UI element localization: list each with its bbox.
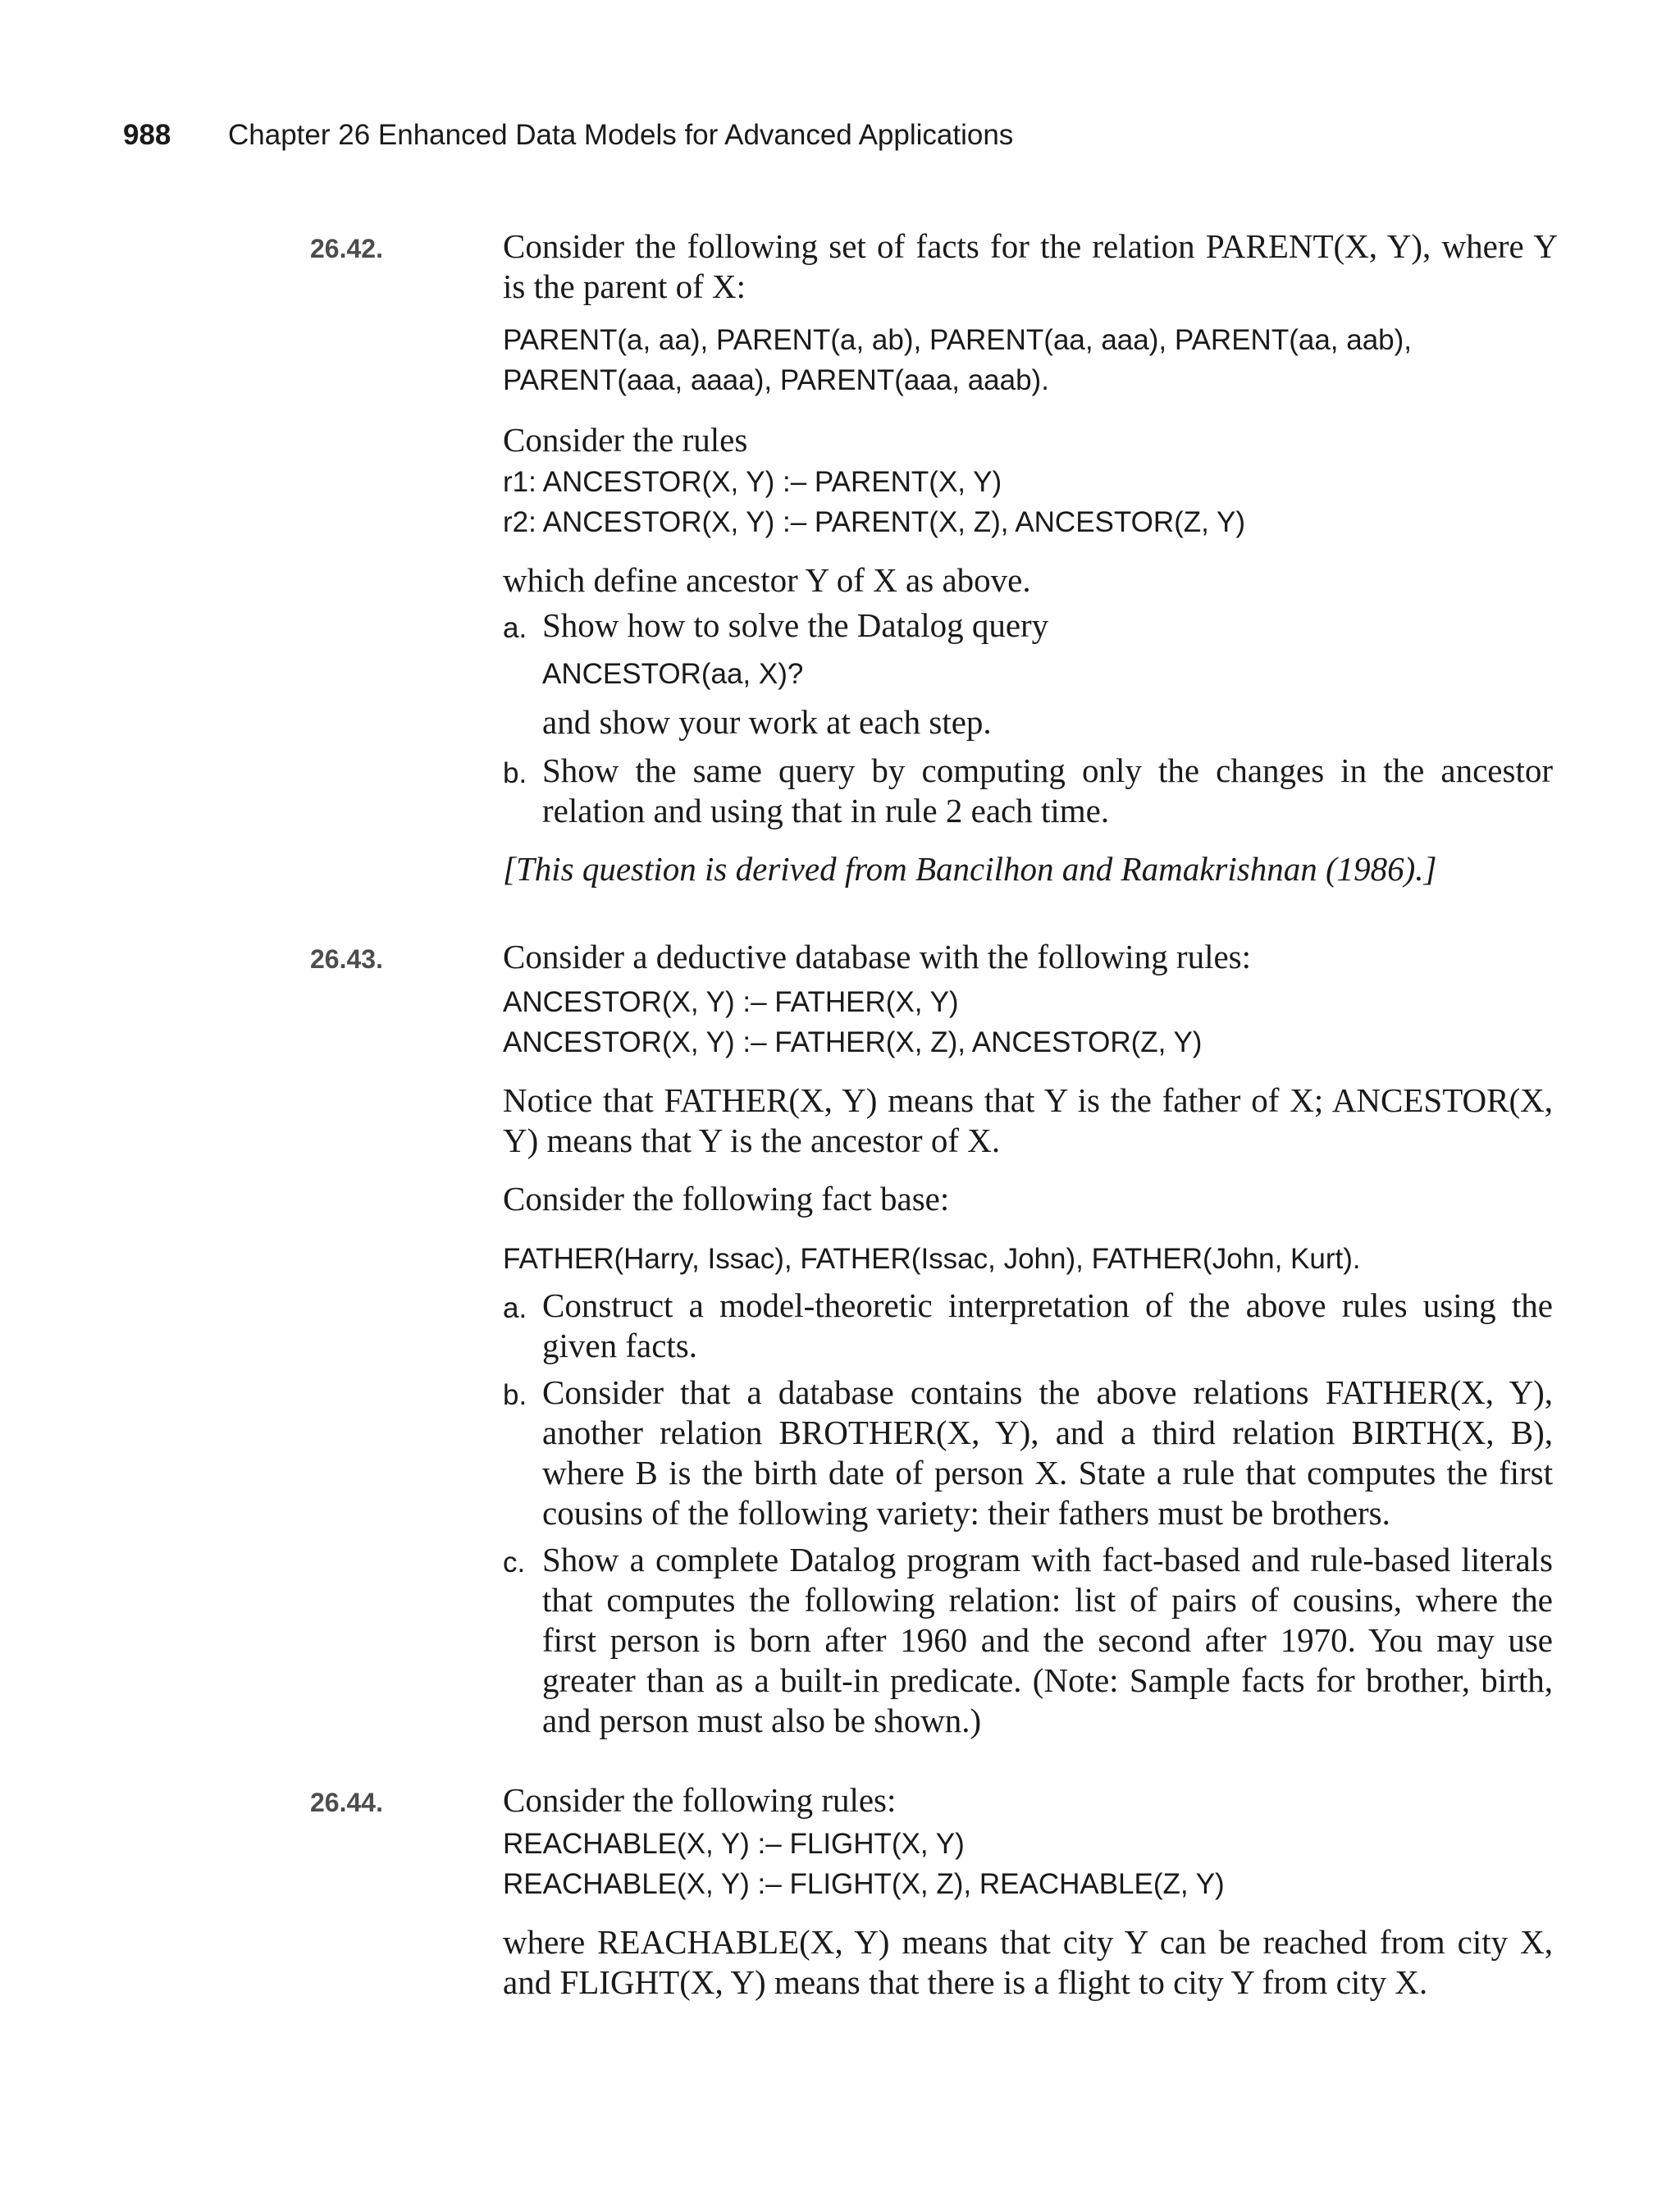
rule-line: r1: ANCESTOR(X, Y) :– PARENT(X, Y) xyxy=(503,466,1002,498)
sub-item-text: Show the same query by computing only the changes in the ancestor relation and using that in rule 2 each time. xyxy=(542,752,1553,829)
sub-item-text: Show a complete Datalog program with fact-based and rule-based literals that computes the following relation: list of pairs of cousins, where the first person is born after 1960 and the second after 1970. You may use greater than as a built-in predicate. (Note: Sample facts for brother, birth, and person must also be shown.) xyxy=(542,1541,1553,1739)
sub-item-label: b. xyxy=(503,757,527,789)
sub-item-text: and show your work at each step. xyxy=(542,703,992,741)
rule-line: ANCESTOR(X, Y) :– FATHER(X, Y) xyxy=(503,986,959,1018)
running-head xyxy=(123,119,1013,152)
fact-base: FATHER(Harry, Issac), FATHER(Issac, John), FATHER(John, Kurt). xyxy=(503,1243,1361,1275)
rule-line: REACHABLE(X, Y) :– FLIGHT(X, Z), REACHABLE(Z, Y) xyxy=(503,1868,1225,1900)
exercise-26-43 xyxy=(310,937,1553,1741)
rule-line: ANCESTOR(X, Y) :– FATHER(X, Z), ANCESTOR(Z, Y) xyxy=(503,1026,1203,1058)
facts-line: PARENT(a, aa), PARENT(a, ab), PARENT(aa, aaa), PARENT(aa, aab), xyxy=(503,324,1413,356)
where-paragraph: where REACHABLE(X, Y) means that city Y can be reached from city X, and FLIGHT(X, Y) means that there is a flight to city Y from city X. xyxy=(503,1923,1553,2001)
sub-item-b xyxy=(503,751,1553,831)
source-note: [This question is derived from Bancilhon and Ramakrishnan (1986).] xyxy=(503,850,1437,888)
exercise-lead: Consider a deductive database with the following rules: xyxy=(503,938,1252,975)
sub-item-text: Construct a model-theoretic interpretation of the above rules using the given facts. xyxy=(542,1286,1553,1364)
rules-intro: Consider the rules xyxy=(503,421,748,459)
rule-line: REACHABLE(X, Y) :– FLIGHT(X, Y) xyxy=(503,1828,965,1860)
sub-item-c xyxy=(503,1540,1553,1741)
rules-block xyxy=(503,982,1553,1062)
exercise-number: 26.42. xyxy=(310,234,383,263)
page-number: 988 xyxy=(123,119,171,151)
sub-item-a xyxy=(503,1286,1553,1366)
rule-line: r2: ANCESTOR(X, Y) :– PARENT(X, Z), ANCESTOR(Z, Y) xyxy=(503,506,1245,538)
facts-line: PARENT(aaa, aaaa), PARENT(aaa, aaab). xyxy=(503,364,1049,396)
exercise-26-44 xyxy=(310,1780,1553,2003)
notice-paragraph: Notice that FATHER(X, Y) means that Y is the father of X; ANCESTOR(X, Y) means that Y is the ancestor of X. xyxy=(503,1081,1553,1159)
exercise-number: 26.43. xyxy=(310,944,383,974)
exercise-26-42 xyxy=(310,226,1558,889)
exercise-lead: Consider the following rules: xyxy=(503,1781,897,1819)
sub-item-label: b. xyxy=(503,1379,527,1411)
sub-item-text: Consider that a database contains the above relations FATHER(X, Y), another relation BROTHER(X, Y), and a third relation BIRTH(X, B), where B is the birth date of person X. State a rule that computes the first cousins of the following variety: their fathers must be brothers. xyxy=(542,1373,1553,1532)
sub-item-label: a. xyxy=(503,1292,527,1324)
rules-block xyxy=(503,1824,1553,1904)
facts-block xyxy=(503,320,1553,400)
rules-block xyxy=(503,462,1553,542)
sub-item-label: a. xyxy=(503,612,527,644)
query-line: ANCESTOR(aa, X)? xyxy=(542,658,804,690)
fact-base-intro: Consider the following fact base: xyxy=(503,1180,950,1217)
rules-explanation: which define ancestor Y of X as above. xyxy=(503,561,1031,599)
sub-item-b xyxy=(503,1373,1553,1533)
sub-item-a xyxy=(503,605,1553,742)
chapter-title: Chapter 26 Enhanced Data Models for Advanced Applications xyxy=(228,119,1014,151)
exercise-number: 26.44. xyxy=(310,1788,383,1817)
exercise-lead: Consider the following set of facts for the relation PARENT(X, Y), where Y is the parent of X: xyxy=(503,227,1558,305)
sub-item-label: c. xyxy=(503,1546,526,1578)
sub-item-text: Show how to solve the Datalog query xyxy=(542,606,1049,644)
